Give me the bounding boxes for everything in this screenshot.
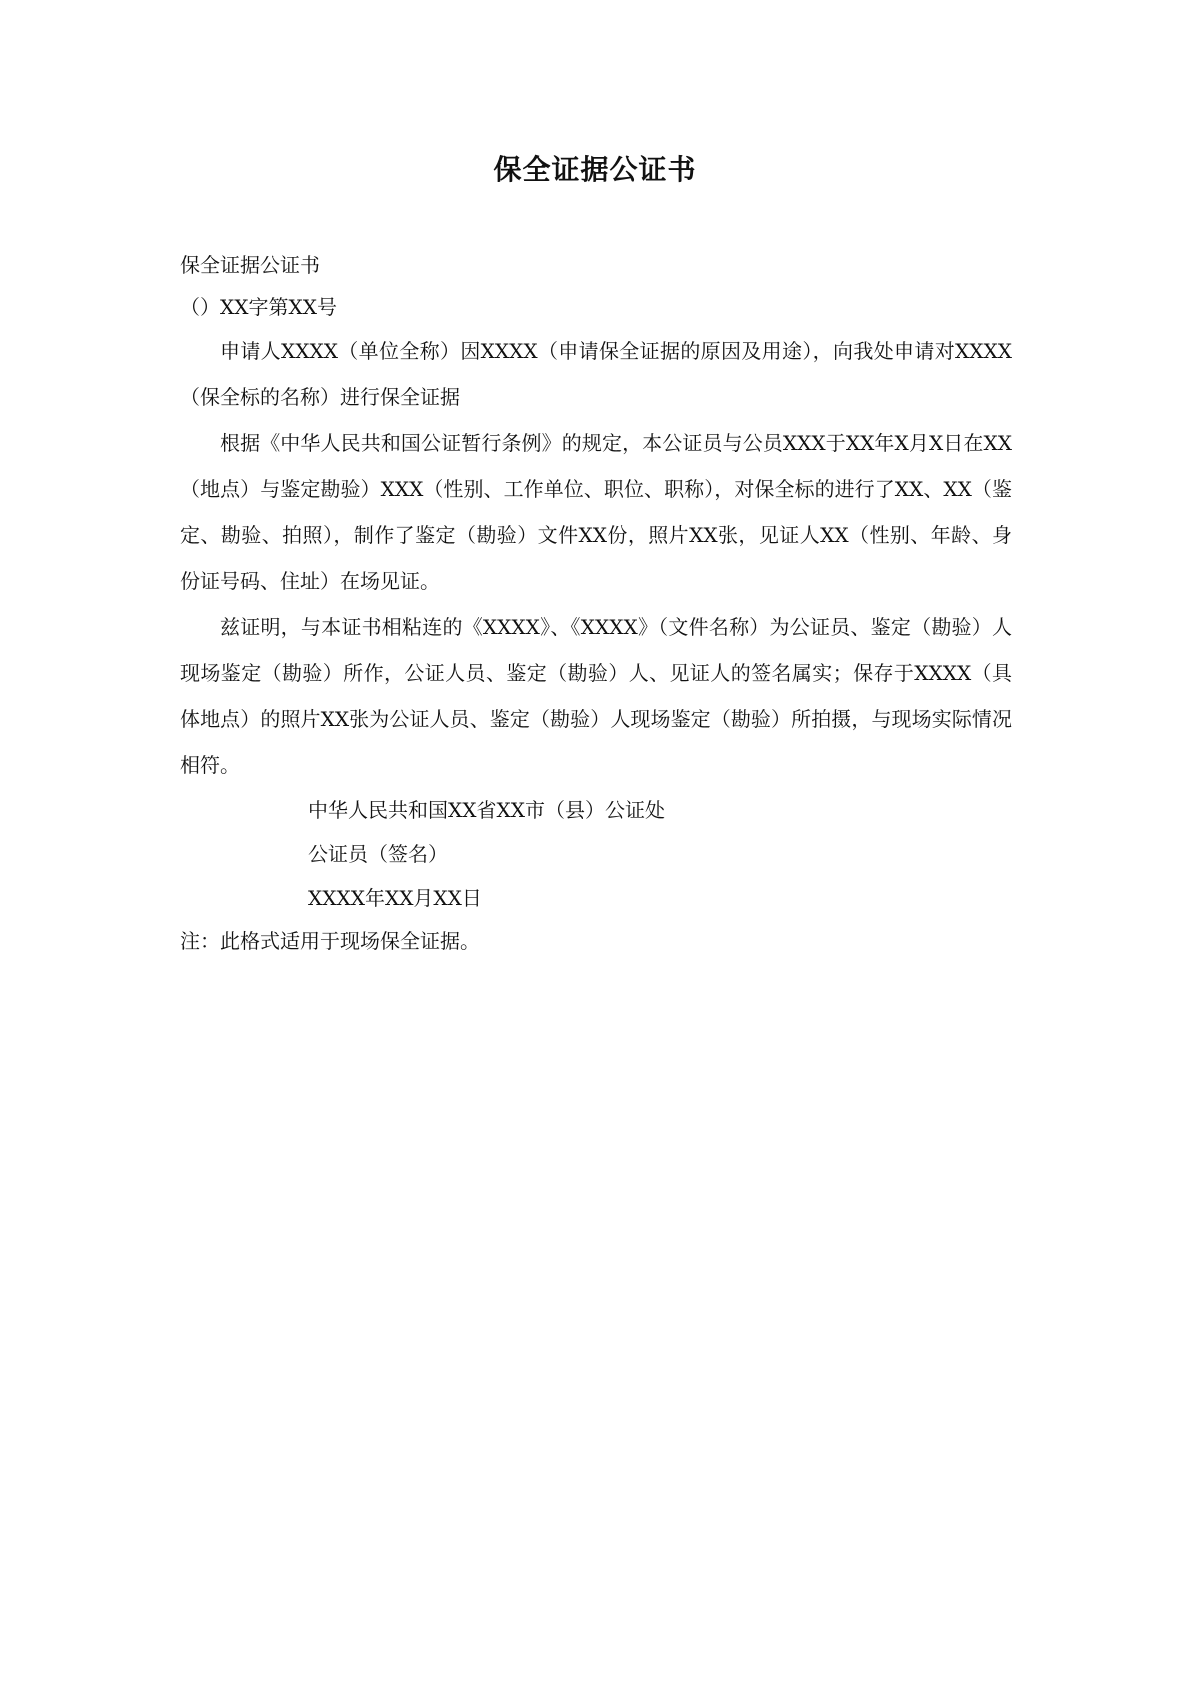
signature-date: XXXX年XX月XX日	[308, 886, 482, 910]
document-title: 保全证据公证书	[493, 153, 697, 186]
paragraph-application: 申请人XXXX（单位全称）因XXXX（申请保全证据的原因及用途），向我处申请对XXXX（保全标的名称）进行保全证据	[180, 339, 1012, 409]
document-subtitle: 保全证据公证书	[180, 253, 320, 277]
document-number: （）XX字第XX号	[180, 295, 337, 319]
document-note: 注：此格式适用于现场保全证据。	[180, 929, 480, 953]
document-body	[180, 244, 1012, 962]
paragraph-basis: 根据《中华人民共和国公证暂行条例》的规定，本公证员与公员XXX于XX年X月X日在XX（地点）与鉴定勘验）XXX（性别、工作单位、职位、职称），对保全标的进行了XX、XX（鉴定、勘验、拍照），制作了鉴定（勘验）文件XX份，照片XX张，见证人XX（性别、年龄、身份证号码、住址）在场见证。	[180, 431, 1012, 593]
signature-notary: 公证员（签名）	[308, 842, 448, 866]
paragraph-certification: 兹证明，与本证书相粘连的《XXXX》、《XXXX》（文件名称）为公证员、鉴定（勘验）人现场鉴定（勘验）所作，公证人员、鉴定（勘验）人、见证人的签名属实；保存于XXXX（具体地点）的照片XX张为公证人员、鉴定（勘验）人现场鉴定（勘验）所拍摄，与现场实际情况相符。	[180, 615, 1012, 777]
signature-office: 中华人民共和国XX省XX市（县）公证处	[308, 798, 665, 822]
